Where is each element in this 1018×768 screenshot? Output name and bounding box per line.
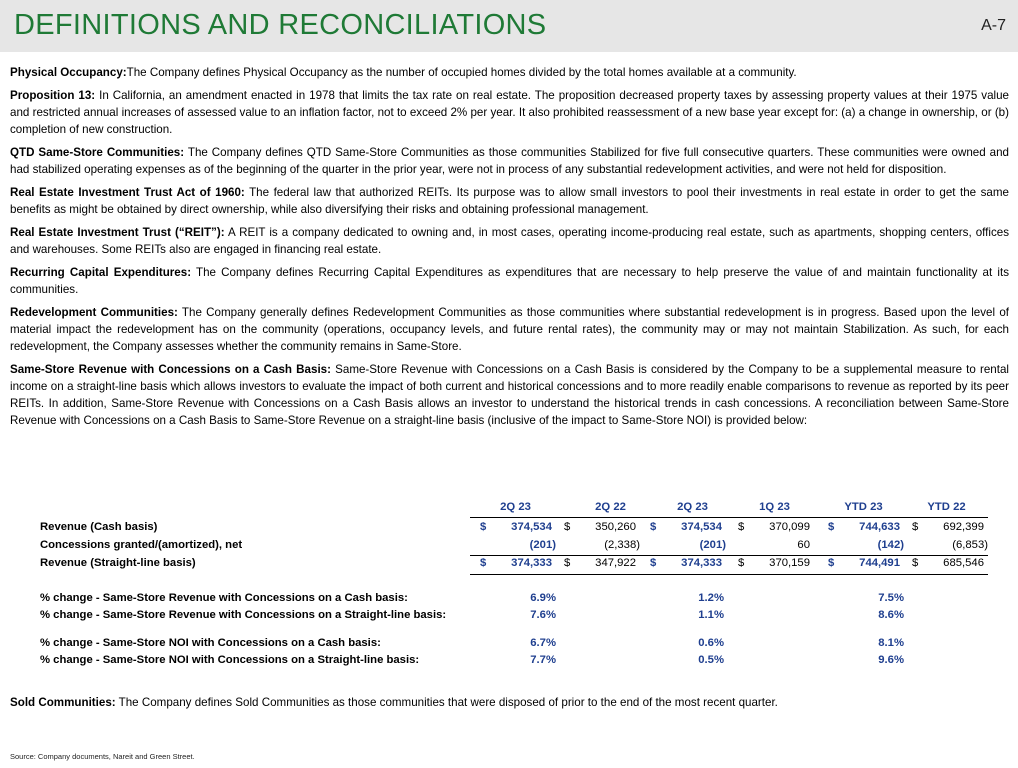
pct-cell: 6.9% (530, 592, 556, 604)
pct-cell: 0.6% (698, 637, 724, 649)
header-rule (470, 517, 988, 518)
pct-cell: 1.1% (698, 609, 724, 621)
currency-symbol: $ (738, 521, 745, 533)
definition-redevelopment (10, 304, 1009, 355)
definition-reit (10, 224, 1009, 258)
row-label: Revenue (Cash basis) (40, 521, 158, 533)
definition-term: Redevelopment Communities: (10, 306, 178, 319)
total-rule (470, 574, 988, 575)
table-cell: 374,534 (511, 521, 552, 533)
definition-text: A REIT is a company dedicated to owning and, in most cases, operating income-producing real estate, such as apartments, shopping centers, offices and warehouses. Some REITs also are engaged in financing real estate. (10, 226, 1009, 256)
column-header: 2Q 23 (677, 501, 708, 513)
currency-symbol: $ (828, 557, 835, 569)
pct-cell: 0.5% (698, 654, 724, 666)
table-cell: (6,853) (952, 539, 988, 551)
definition-text: The federal law that authorized REITs. Its purpose was to allow small investors to pool their investments in real estate in order to get the same benefits as might be obtained by direct ownership, while also diversifying their risks and obtaining professional management. (10, 186, 1009, 216)
definition-text: Same-Store Revenue with Concessions on a Cash Basis is considered by the Company to be a supplemental measure to rental income on a straight-line basis which allows investors to evaluate the impact of both current and historical concessions and to more readily enable comparisons to revenue as reported by its peer REITs. In addition, Same-Store Revenue with Concessions on a Cash Basis allows an investor to understand the historical trends in cash concessions. A reconciliation between Same-Store Revenue with Concessions on a Cash Basis to Same-Store Revenue on a straight-line basis (inclusive of the impact to Same-Store NOI) is provided below: (10, 363, 1009, 427)
column-header: YTD 22 (927, 501, 966, 513)
column-header: 1Q 23 (759, 501, 790, 513)
definition-text: The Company generally defines Redevelopment Communities as those communities where substantial redevelopment is in progress. Based upon the level of material impact the redevelopment has on the community (operations, occupancy levels, and future rental rates), the community may or may not maintain Stabilization. As such, for each redevelopment, the Company assesses whether the community remains in Same-Store. (10, 306, 1009, 353)
pct-cell: 7.7% (530, 654, 556, 666)
definition-same-store-revenue-cash (10, 361, 1009, 429)
pct-cell: 6.7% (530, 637, 556, 649)
definition-text: The Company defines Physical Occupancy as the number of occupied homes divided by the total homes available at a community. (126, 66, 797, 79)
definition-term: QTD Same-Store Communities: (10, 146, 185, 159)
row-label: Revenue (Straight-line basis) (40, 557, 196, 569)
currency-symbol: $ (650, 521, 657, 533)
definition-text: The Company defines QTD Same-Store Communities as those communities Stabilized for five full consecutive quarters. These communities were owned and had stabilized operating expenses as of the beginning of the quarter in the prior year, were not in process of any substantial redevelopment activities, and were not held for disposition. (10, 146, 1009, 176)
currency-symbol: $ (480, 521, 487, 533)
table-cell: 374,333 (681, 557, 722, 569)
definition-sold-communities (10, 694, 1009, 711)
table-cell: 374,534 (681, 521, 722, 533)
subtotal-rule (470, 555, 988, 556)
table-cell: 692,399 (943, 521, 984, 533)
pct-cell: 9.6% (878, 654, 904, 666)
definition-term: Real Estate Investment Trust Act of 1960: (10, 186, 245, 199)
definition-reit-act-1960 (10, 184, 1009, 218)
table-cell: 350,260 (595, 521, 636, 533)
currency-symbol: $ (650, 557, 657, 569)
table-cell: 60 (797, 539, 810, 551)
definition-term: Proposition 13: (10, 89, 96, 102)
pct-cell: 7.5% (878, 592, 904, 604)
table-cell: 370,099 (769, 521, 810, 533)
definition-recurring-capex (10, 264, 1009, 298)
table-cell: 685,546 (943, 557, 984, 569)
column-header: 2Q 22 (595, 501, 626, 513)
table-cell: 374,333 (511, 557, 552, 569)
definition-term: Recurring Capital Expenditures: (10, 266, 192, 279)
pct-cell: 8.6% (878, 609, 904, 621)
definition-physical-occupancy (10, 64, 1009, 81)
pct-row-label: % change - Same-Store Revenue with Concessions on a Cash basis: (40, 592, 408, 604)
currency-symbol: $ (912, 557, 919, 569)
definition-term: Physical Occupancy: (10, 66, 127, 79)
definitions-list (10, 64, 1009, 435)
pct-row-label: % change - Same-Store NOI with Concessions on a Straight-line basis: (40, 654, 420, 666)
source-note: Source: Company documents, Nareit and Green Street. (10, 752, 195, 761)
definition-text: In California, an amendment enacted in 1978 that limits the tax rate on real estate. The proposition decreased property taxes by assessing property values at their 1975 value and restricted annual increases of assessed value to an inflation factor, not to exceed 2% per year. It also prohibited reassessment of a new base year except for: (a) a change in ownership, or (b) completion of new construction. (10, 89, 1009, 136)
page-header (0, 0, 1018, 52)
definition-term: Real Estate Investment Trust (“REIT”): (10, 226, 225, 239)
pct-cell: 1.2% (698, 592, 724, 604)
table-cell: 744,491 (859, 557, 900, 569)
page-number: A-7 (981, 17, 1006, 34)
pct-row-label: % change - Same-Store NOI with Concessions on a Cash basis: (40, 637, 381, 649)
pct-row-label: % change - Same-Store Revenue with Concessions on a Straight-line basis: (40, 609, 447, 621)
pct-cell: 8.1% (878, 637, 904, 649)
table-cell: (142) (877, 539, 904, 551)
table-cell: (201) (699, 539, 726, 551)
currency-symbol: $ (564, 557, 571, 569)
definition-qtd-same-store (10, 144, 1009, 178)
definition-proposition-13 (10, 87, 1009, 138)
row-label: Concessions granted/(amortized), net (40, 539, 243, 551)
table-cell: 370,159 (769, 557, 810, 569)
currency-symbol: $ (738, 557, 745, 569)
page-title: DEFINITIONS AND RECONCILIATIONS (14, 9, 547, 41)
definition-term: Same-Store Revenue with Concessions on a Cash Basis: (10, 363, 331, 376)
table-cell: (201) (529, 539, 556, 551)
currency-symbol: $ (564, 521, 571, 533)
currency-symbol: $ (480, 557, 487, 569)
definition-text: The Company defines Sold Communities as those communities that were disposed of prior to the end of the most recent quarter. (115, 696, 778, 709)
table-cell: 744,633 (859, 521, 900, 533)
table-cell: 347,922 (595, 557, 636, 569)
definition-text: The Company defines Recurring Capital Expenditures as expenditures that are necessary to help preserve the value of and maintain functionality at its communities. (10, 266, 1009, 296)
table-cell: (2,338) (604, 539, 640, 551)
column-header: YTD 23 (844, 501, 883, 513)
column-header: 2Q 23 (500, 501, 531, 513)
pct-cell: 7.6% (530, 609, 556, 621)
currency-symbol: $ (912, 521, 919, 533)
definition-term: Sold Communities: (10, 696, 116, 709)
currency-symbol: $ (828, 521, 835, 533)
